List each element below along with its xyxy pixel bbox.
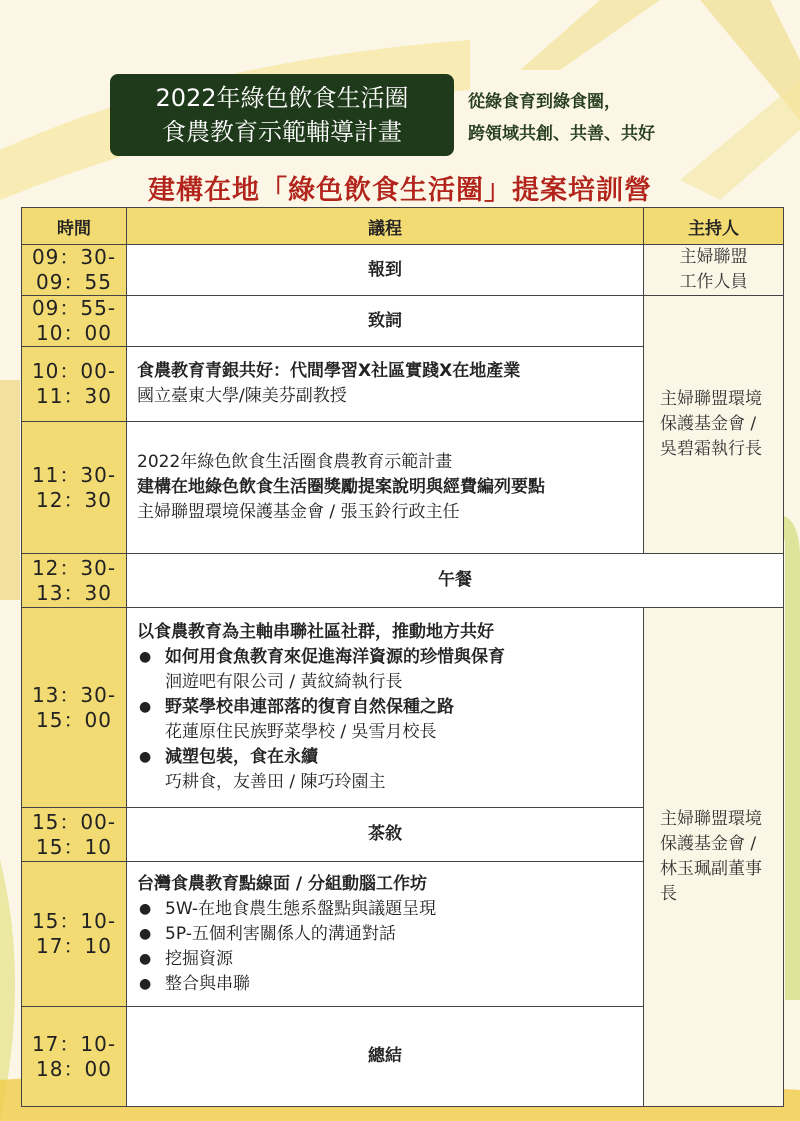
list-item: ● 5W-在地食農生態系盤點與議題呈現 [137, 897, 633, 922]
time-cell: 15：00- 15：10 [22, 808, 127, 862]
host-cell: 主婦聯盟 工作人員 [644, 245, 784, 296]
program-title-box [110, 74, 454, 156]
agenda-cell [127, 862, 644, 1007]
time-cell: 09：30- 09：55 [22, 245, 127, 296]
time-cell: 10：00- 11：30 [22, 347, 127, 422]
slogan [468, 86, 655, 150]
agenda-cell: 總結 [127, 1007, 644, 1107]
program-title-line2: 食農教育示範輔導計畫 [162, 118, 402, 146]
list-item-speaker: 花蓮原住民族野菜學校 / 吳雪月校長 [165, 722, 437, 742]
table-row [22, 554, 784, 608]
time-cell: 15：10- 17：10 [22, 862, 127, 1007]
session-title: 以食農教育為主軸串聯社區社群，推動地方共好 [137, 622, 494, 642]
header-time: 時間 [22, 208, 127, 245]
table-header-row [22, 208, 784, 245]
time-cell: 13：30- 15：00 [22, 608, 127, 808]
program-title-line1: 2022年綠色飲食生活圈 [155, 84, 409, 112]
time-cell: 11：30- 12：30 [22, 422, 127, 554]
agenda-cell [127, 347, 644, 422]
agenda-cell: 致詞 [127, 296, 644, 347]
list-item-speaker: 巧耕食，友善田 / 陳巧玲園主 [165, 772, 386, 792]
list-item: ● 整合與串聯 [137, 972, 633, 997]
header-host: 主持人 [644, 208, 784, 245]
session-title-2: 建構在地綠色飲食生活圈獎勵提案說明與經費編列要點 [137, 477, 545, 497]
header-agenda: 議程 [127, 208, 644, 245]
list-item: ● 野菜學校串連部落的復育自然保種之路 [137, 695, 633, 720]
table-row [22, 296, 784, 347]
session-title-1: 2022年綠色飲食生活圈食農教育示範計畫 [137, 452, 453, 472]
list-item-speaker: 洄遊吧有限公司 / 黃紋綺執行長 [165, 672, 403, 692]
slogan-line2: 跨領域共創、共善、共好 [468, 124, 655, 144]
agenda-table [21, 207, 784, 1107]
table-row [22, 245, 784, 296]
time-cell: 12：30- 13：30 [22, 554, 127, 608]
time-cell: 17：10- 18：00 [22, 1007, 127, 1107]
slogan-line1: 從綠食育到綠食圈， [468, 92, 621, 112]
agenda-cell: 茶敘 [127, 808, 644, 862]
list-item: ● 減塑包裝，食在永續 [137, 745, 633, 770]
agenda-cell [127, 422, 644, 554]
host-cell: 主婦聯盟環境保護基金會 / 林玉珮副董事長 [644, 608, 784, 1107]
session-speaker: 主婦聯盟環境保護基金會 / 張玉鈴行政主任 [137, 502, 460, 522]
agenda-cell: 午餐 [127, 554, 784, 608]
session-speaker: 國立臺東大學/陳美芬副教授 [137, 386, 347, 406]
time-cell: 09：55- 10：00 [22, 296, 127, 347]
session-title: 台灣食農教育點線面 / 分組動腦工作坊 [137, 873, 428, 894]
table-row [22, 608, 784, 808]
list-item: ● 5P-五個利害關係人的溝通對話 [137, 922, 633, 947]
agenda-cell: 報到 [127, 245, 644, 296]
list-item: ● 挖掘資源 [137, 947, 633, 972]
agenda-cell [127, 608, 644, 808]
list-item: ● 如何用食魚教育來促進海洋資源的珍惜與保育 [137, 645, 633, 670]
host-cell: 主婦聯盟環境保護基金會 / 吳碧霜執行長 [644, 296, 784, 554]
session-title: 食農教育青銀共好：代間學習X社區實踐X在地產業 [137, 361, 521, 381]
page-title: 建構在地「綠色飲食生活圈」提案培訓營 [148, 175, 652, 206]
